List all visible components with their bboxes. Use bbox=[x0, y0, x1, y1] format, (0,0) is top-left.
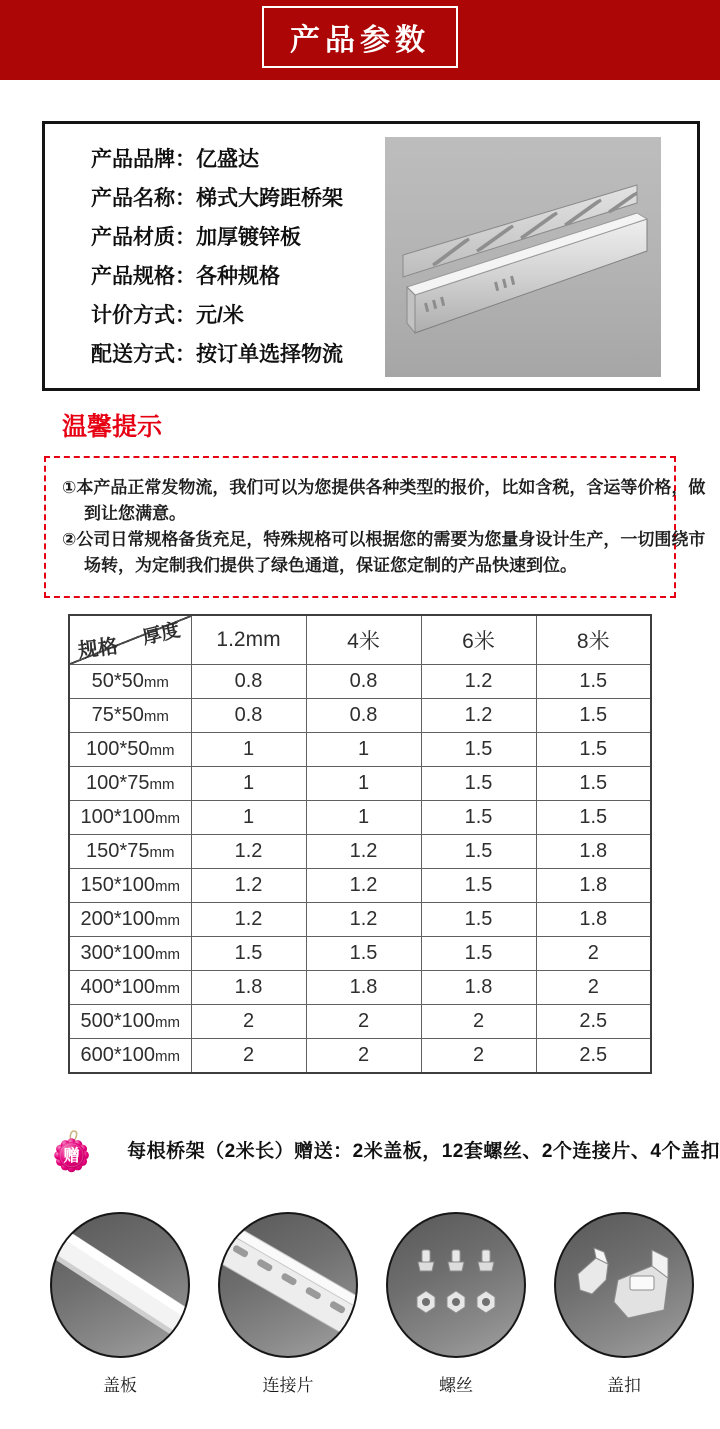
param-value: 各种规格 bbox=[196, 265, 280, 288]
param-label: 产品材质： bbox=[91, 226, 196, 249]
accessory-screws bbox=[381, 1212, 531, 1396]
spec-size-cell: 400*100mm bbox=[69, 971, 191, 1005]
thickness-value-cell: 1 bbox=[306, 801, 421, 835]
spec-size-cell: 75*50mm bbox=[69, 699, 191, 733]
spec-table bbox=[68, 614, 652, 1074]
page-header bbox=[0, 0, 720, 80]
param-label: 产品规格： bbox=[91, 265, 196, 288]
thickness-value-cell: 1.5 bbox=[421, 767, 536, 801]
tips-box bbox=[44, 456, 706, 598]
spec-row bbox=[69, 835, 651, 869]
thickness-value-cell: 2 bbox=[421, 1039, 536, 1074]
spec-row bbox=[69, 801, 651, 835]
accessory-buckle bbox=[549, 1212, 699, 1396]
buckle-image bbox=[554, 1212, 694, 1358]
thickness-value-cell: 1.5 bbox=[421, 835, 536, 869]
spec-row bbox=[69, 699, 651, 733]
thickness-value-cell: 1.2 bbox=[306, 869, 421, 903]
spec-size-cell: 100*75mm bbox=[69, 767, 191, 801]
spec-row bbox=[69, 1039, 651, 1074]
thickness-value-cell: 1.8 bbox=[536, 903, 651, 937]
spec-row bbox=[69, 903, 651, 937]
spec-row bbox=[69, 733, 651, 767]
gift-text: 每根桥架（2米长）赠送：2米盖板，12套螺丝、2个连接片、4个盖扣 bbox=[127, 1140, 720, 1162]
spec-row bbox=[69, 767, 651, 801]
table-col-header: 8米 bbox=[536, 615, 651, 665]
cover-plate-image bbox=[50, 1212, 190, 1358]
spec-row bbox=[69, 937, 651, 971]
thickness-value-cell: 1 bbox=[191, 767, 306, 801]
thickness-value-cell: 1.5 bbox=[306, 937, 421, 971]
thickness-value-cell: 1.5 bbox=[536, 767, 651, 801]
spec-size-cell: 200*100mm bbox=[69, 903, 191, 937]
thickness-value-cell: 1 bbox=[306, 733, 421, 767]
accessories-row bbox=[0, 1212, 720, 1396]
tips-title: 温馨提示 bbox=[62, 413, 163, 441]
tip-note-1-line-2: 到让您满意。 bbox=[84, 504, 186, 523]
page-title: 产品参数 bbox=[290, 24, 430, 57]
tip-note-2-line-1: ②公司日常规格备货充足，特殊规格可以根据您的需要为您量身设计生产，一切围绕市 bbox=[62, 530, 706, 549]
thickness-value-cell: 1 bbox=[306, 767, 421, 801]
thickness-value-cell: 1.5 bbox=[536, 733, 651, 767]
screws-image bbox=[386, 1212, 526, 1358]
param-value: 加厚镀锌板 bbox=[196, 226, 301, 249]
spec-row bbox=[69, 869, 651, 903]
table-col-header: 6米 bbox=[421, 615, 536, 665]
thickness-value-cell: 1.5 bbox=[536, 801, 651, 835]
param-label: 计价方式： bbox=[91, 304, 196, 327]
thickness-value-cell: 1.5 bbox=[421, 937, 536, 971]
thickness-value-cell: 1.2 bbox=[191, 869, 306, 903]
thickness-value-cell: 1 bbox=[191, 801, 306, 835]
thickness-value-cell: 1.8 bbox=[306, 971, 421, 1005]
thickness-value-cell: 1.8 bbox=[536, 835, 651, 869]
accessory-label: 连接片 bbox=[262, 1376, 314, 1395]
product-info-box bbox=[42, 121, 700, 391]
thickness-value-cell: 2 bbox=[536, 971, 651, 1005]
spec-size-cell: 150*100mm bbox=[69, 869, 191, 903]
badge-character: 赠 bbox=[63, 1147, 80, 1166]
spec-size-cell: 300*100mm bbox=[69, 937, 191, 971]
thickness-value-cell: 1.2 bbox=[306, 835, 421, 869]
thickness-value-cell: 1.8 bbox=[421, 971, 536, 1005]
spec-row bbox=[69, 1005, 651, 1039]
thickness-value-cell: 1.2 bbox=[191, 835, 306, 869]
thickness-value-cell: 1.5 bbox=[536, 699, 651, 733]
thickness-value-cell: 1 bbox=[191, 733, 306, 767]
thickness-value-cell: 1.5 bbox=[421, 869, 536, 903]
thickness-value-cell: 1.5 bbox=[421, 733, 536, 767]
thickness-value-cell: 1.5 bbox=[421, 801, 536, 835]
param-value: 梯式大跨距桥架 bbox=[196, 187, 343, 210]
spec-size-cell: 50*50mm bbox=[69, 665, 191, 699]
thickness-value-cell: 1.2 bbox=[421, 699, 536, 733]
product-photo bbox=[385, 137, 661, 377]
thickness-value-cell: 2 bbox=[191, 1005, 306, 1039]
thickness-value-cell: 1.2 bbox=[306, 903, 421, 937]
param-value: 元/米 bbox=[196, 304, 244, 327]
thickness-value-cell: 2 bbox=[191, 1039, 306, 1074]
accessory-label: 螺丝 bbox=[439, 1376, 473, 1395]
accessory-cover-plate bbox=[45, 1212, 195, 1396]
connector-image bbox=[218, 1212, 358, 1358]
table-corner-cell bbox=[69, 615, 191, 665]
corner-spec-label: 规格 bbox=[77, 635, 120, 663]
thickness-value-cell: 1.8 bbox=[536, 869, 651, 903]
spec-table-header-row bbox=[69, 615, 651, 665]
thickness-value-cell: 2.5 bbox=[536, 1005, 651, 1039]
table-col-header: 1.2mm bbox=[191, 615, 306, 665]
accessory-label: 盖板 bbox=[103, 1376, 137, 1395]
thickness-value-cell: 1.5 bbox=[421, 903, 536, 937]
header-title-frame bbox=[262, 6, 458, 68]
thickness-value-cell: 1.2 bbox=[191, 903, 306, 937]
thickness-value-cell: 0.8 bbox=[306, 665, 421, 699]
thickness-value-cell: 2 bbox=[536, 937, 651, 971]
spec-size-cell: 100*50mm bbox=[69, 733, 191, 767]
tip-note-2-line-2: 场转，为定制我们提供了绿色通道，保证您定制的产品快速到位。 bbox=[84, 556, 577, 575]
param-label: 配送方式： bbox=[91, 343, 196, 366]
thickness-value-cell: 1.2 bbox=[421, 665, 536, 699]
thickness-value-cell: 0.8 bbox=[191, 665, 306, 699]
cable-tray-image bbox=[385, 137, 661, 377]
thickness-value-cell: 1.5 bbox=[536, 665, 651, 699]
thickness-value-cell: 2 bbox=[421, 1005, 536, 1039]
thickness-value-cell: 0.8 bbox=[191, 699, 306, 733]
spec-size-cell: 600*100mm bbox=[69, 1039, 191, 1074]
spec-size-cell: 100*100mm bbox=[69, 801, 191, 835]
accessory-label: 盖扣 bbox=[607, 1376, 641, 1395]
param-label: 产品名称： bbox=[91, 187, 196, 210]
corner-thickness-label: 厚度 bbox=[141, 619, 183, 649]
thickness-value-cell: 2 bbox=[306, 1005, 421, 1039]
spec-row bbox=[69, 971, 651, 1005]
thickness-value-cell: 1.8 bbox=[191, 971, 306, 1005]
gift-badge-icon bbox=[52, 1092, 91, 1206]
thickness-value-cell: 2.5 bbox=[536, 1039, 651, 1074]
param-label: 产品品牌： bbox=[91, 148, 196, 171]
spec-row bbox=[69, 665, 651, 699]
thickness-value-cell: 0.8 bbox=[306, 699, 421, 733]
accessory-connector bbox=[213, 1212, 363, 1396]
thickness-value-cell: 1.5 bbox=[191, 937, 306, 971]
param-value: 按订单选择物流 bbox=[196, 343, 343, 366]
spec-size-cell: 150*75mm bbox=[69, 835, 191, 869]
thickness-value-cell: 2 bbox=[306, 1039, 421, 1074]
tip-note-1-line-1: ①本产品正常发物流，我们可以为您提供各种类型的报价，比如含税，含运等价格，做 bbox=[62, 478, 706, 497]
table-col-header: 4米 bbox=[306, 615, 421, 665]
spec-size-cell: 500*100mm bbox=[69, 1005, 191, 1039]
gift-section bbox=[52, 1092, 720, 1206]
param-value: 亿盛达 bbox=[196, 148, 259, 171]
